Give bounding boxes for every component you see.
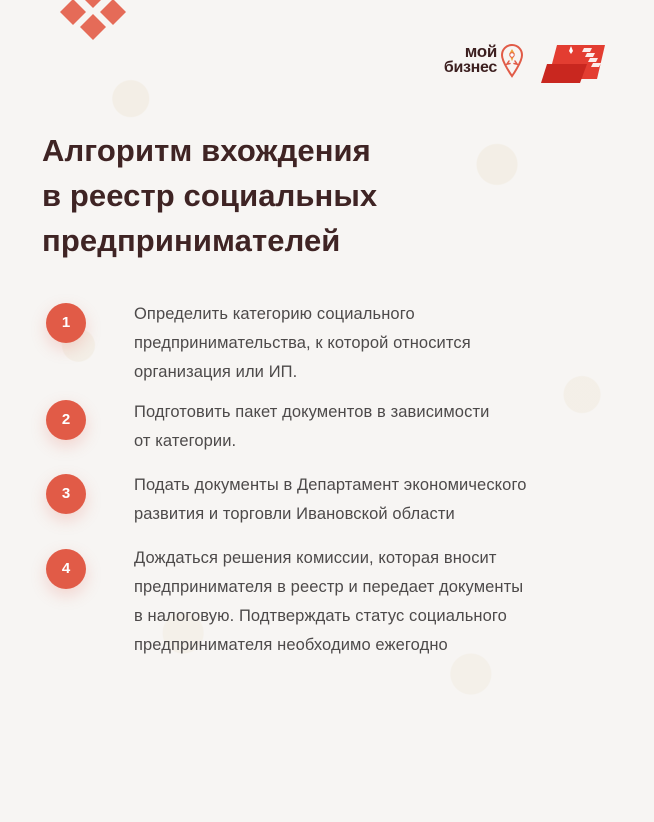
header-logos (421, 42, 606, 90)
step-4-line-4: предпринимателя необходимо ежегодно (134, 636, 448, 654)
my-business-logo-text (421, 44, 497, 75)
map-pin-rocket-icon (500, 44, 524, 78)
step-number-1: 1 (61, 314, 71, 331)
step-4-line-2: предпринимателя в реестр и передает документы (134, 578, 524, 596)
title-line-2: в реестр социальных (42, 178, 378, 213)
brand-line-1: мой (464, 42, 497, 61)
step-1-line-1: Определить категорию социального (134, 305, 415, 323)
red-diamond-mark-icon (58, 0, 128, 40)
step-3-line-1: Подать документы в Департамент экономического (134, 476, 527, 494)
regional-flag-emblem-icon (539, 43, 607, 85)
step-number-badge-3 (46, 474, 86, 514)
step-description-1 (134, 300, 599, 387)
step-2-line-2: от категории. (134, 432, 237, 450)
step-number-3: 3 (61, 485, 71, 502)
step-number-badge-1 (46, 303, 86, 343)
title-line-1: Алгоритм вхождения (42, 133, 371, 168)
step-description-2 (134, 398, 599, 456)
step-3-line-2: развития и торговли Ивановской области (134, 505, 455, 523)
step-4-line-3: в налоговую. Подтверждать статус социального (134, 607, 507, 625)
step-description-4 (134, 544, 599, 660)
step-number-badge-4 (46, 549, 86, 589)
step-1-line-2: предпринимательства, к которой относится (134, 334, 471, 352)
step-number-4: 4 (61, 560, 71, 577)
step-number-2: 2 (61, 411, 71, 428)
step-1-line-3: организация или ИП. (134, 363, 298, 381)
page-title (42, 128, 512, 263)
step-4-line-1: Дождаться решения комиссии, которая вносит (134, 549, 497, 567)
title-line-3: предпринимателей (42, 223, 341, 258)
step-description-3 (134, 471, 599, 529)
step-2-line-1: Подготовить пакет документов в зависимости (134, 403, 490, 421)
brand-line-2: бизнес (443, 59, 497, 77)
step-number-badge-2 (46, 400, 86, 440)
